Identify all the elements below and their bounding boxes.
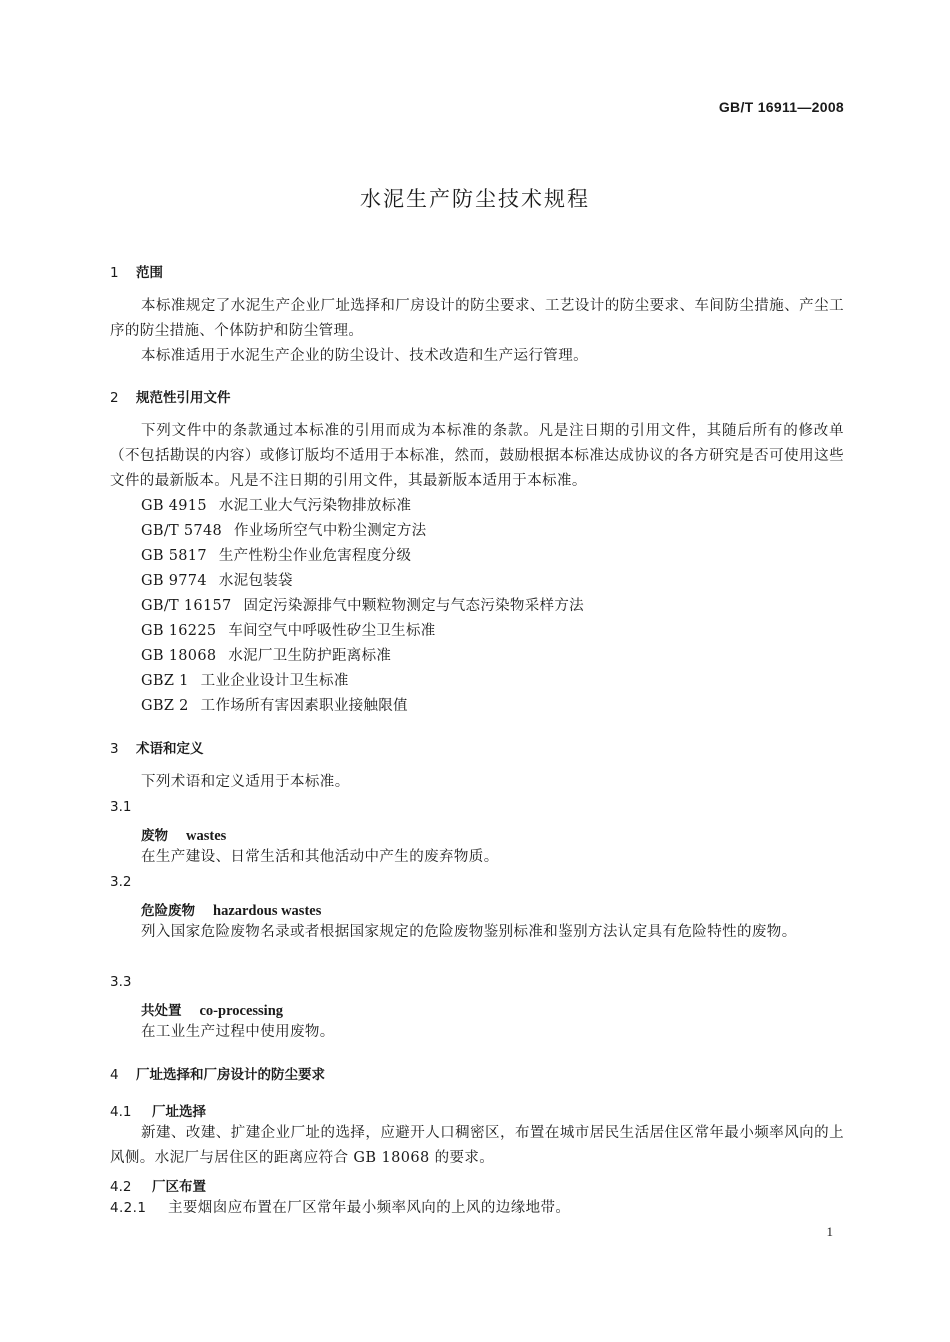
reference-item [141,494,411,519]
subsection-number: 4.2 [110,1179,132,1195]
subsection-4-1-heading [110,1100,206,1120]
section-1-paragraph-1: 本标准规定了水泥生产企业厂址选择和厂房设计的防尘要求、工艺设计的防尘要求、车间防尘措施、产尘工序的防尘措施、个体防护和防尘管理。 [110,298,844,339]
section-title: 范围 [136,265,163,281]
section-1-paragraph-2: 本标准适用于水泥生产企业的防尘设计、技术改造和生产运行管理。 [141,348,588,364]
section-number: 1 [110,265,119,281]
reference-title: 水泥包装袋 [218,573,293,589]
subsection-4-2-heading [110,1175,206,1195]
term-en: hazardous wastes [213,903,322,919]
clause-number: 4.2.1 [110,1200,147,1216]
reference-code: GB 16225 [141,623,217,639]
reference-title: 作业场所空气中粉尘测定方法 [234,523,427,539]
term-en: co-processing [199,1003,284,1019]
section-4-heading [110,1063,325,1083]
section-2-heading [110,386,231,406]
reference-code: GBZ 1 [141,673,189,689]
reference-code: GB 9774 [141,573,207,589]
term-definition: 在生产建设、日常生活和其他活动中产生的废弃物质。 [141,849,499,865]
reference-code: GB 4915 [141,498,207,514]
subsection-number: 4.1 [110,1104,132,1120]
term-heading [141,999,283,1020]
term-definition: 在工业生产过程中使用废物。 [141,1024,335,1040]
reference-code: GBZ 2 [141,698,189,714]
subsection-4-1-paragraph: 新建、改建、扩建企业厂址的选择，应避开人口稠密区，布置在城市居民生活居住区常年最小频率风向的上风侧。水泥厂与居住区的距离应符合 GB 18068 的要求。 [110,1125,844,1166]
reference-code: GB 5817 [141,548,207,564]
document-title: 水泥生产防尘技术规程 [360,187,590,211]
section-number: 2 [110,390,119,406]
subsection-title: 厂址选择 [152,1104,206,1120]
clause-4-2-1 [110,1196,570,1221]
term-zh: 废物 [141,828,168,844]
section-title: 规范性引用文件 [136,390,231,406]
reference-title: 工作场所有害因素职业接触限值 [200,698,408,714]
reference-item [141,594,584,619]
reference-code: GB/T 5748 [141,523,223,539]
reference-title: 固定污染源排气中颗粒物测定与气态污染物采样方法 [243,598,584,614]
reference-item [141,519,426,544]
section-title: 厂址选择和厂房设计的防尘要求 [136,1067,325,1083]
reference-title: 生产性粉尘作业危害程度分级 [218,548,412,564]
term-number: 3.1 [110,799,132,815]
reference-title: 车间空气中呼吸性矽尘卫生标准 [228,623,436,639]
reference-title: 水泥工业大气污染物排放标准 [218,498,412,514]
term-number: 3.3 [110,974,132,990]
reference-title: 工业企业设计卫生标准 [200,673,349,689]
section-number: 3 [110,741,119,757]
subsection-title: 厂区布置 [152,1179,206,1195]
clause-text: 主要烟囱应布置在厂区常年最小频率风向的上风的边缘地带。 [168,1200,571,1216]
reference-item [141,694,408,719]
section-1-heading [110,261,163,281]
standard-code: GB/T 16911—2008 [718,99,844,115]
reference-item [141,669,349,694]
reference-title: 水泥厂卫生防护距离标准 [228,648,392,664]
reference-item [141,619,436,644]
term-number: 3.2 [110,874,132,890]
reference-item [141,644,391,669]
reference-code: GB 18068 [141,648,217,664]
reference-item [141,544,411,569]
term-zh: 危险废物 [141,903,195,919]
section-title: 术语和定义 [136,741,204,757]
section-3-paragraph-1: 下列术语和定义适用于本标准。 [141,774,350,790]
term-definition: 列入国家危险废物名录或者根据国家规定的危险废物鉴别标准和鉴别方法认定具有危险特性的废物。 [141,924,797,940]
page-number: 1 [826,1224,833,1239]
section-3-heading [110,737,204,757]
section-2-paragraph-1: 下列文件中的条款通过本标准的引用而成为本标准的条款。凡是注日期的引用文件，其随后所有的修改单（不包括勘误的内容）或修订版均不适用于本标准，然而，鼓励根据本标准达成协议的各方研究是否可使用这些文件的最新版本。凡是不注日期的引用文件，其最新版本适用于本标准。 [110,423,844,489]
reference-code: GB/T 16157 [141,598,232,614]
term-en: wastes [186,828,227,844]
term-zh: 共处置 [141,1003,182,1019]
term-heading [141,824,226,845]
section-number: 4 [110,1067,119,1083]
term-heading [141,899,321,920]
reference-item [141,569,293,594]
